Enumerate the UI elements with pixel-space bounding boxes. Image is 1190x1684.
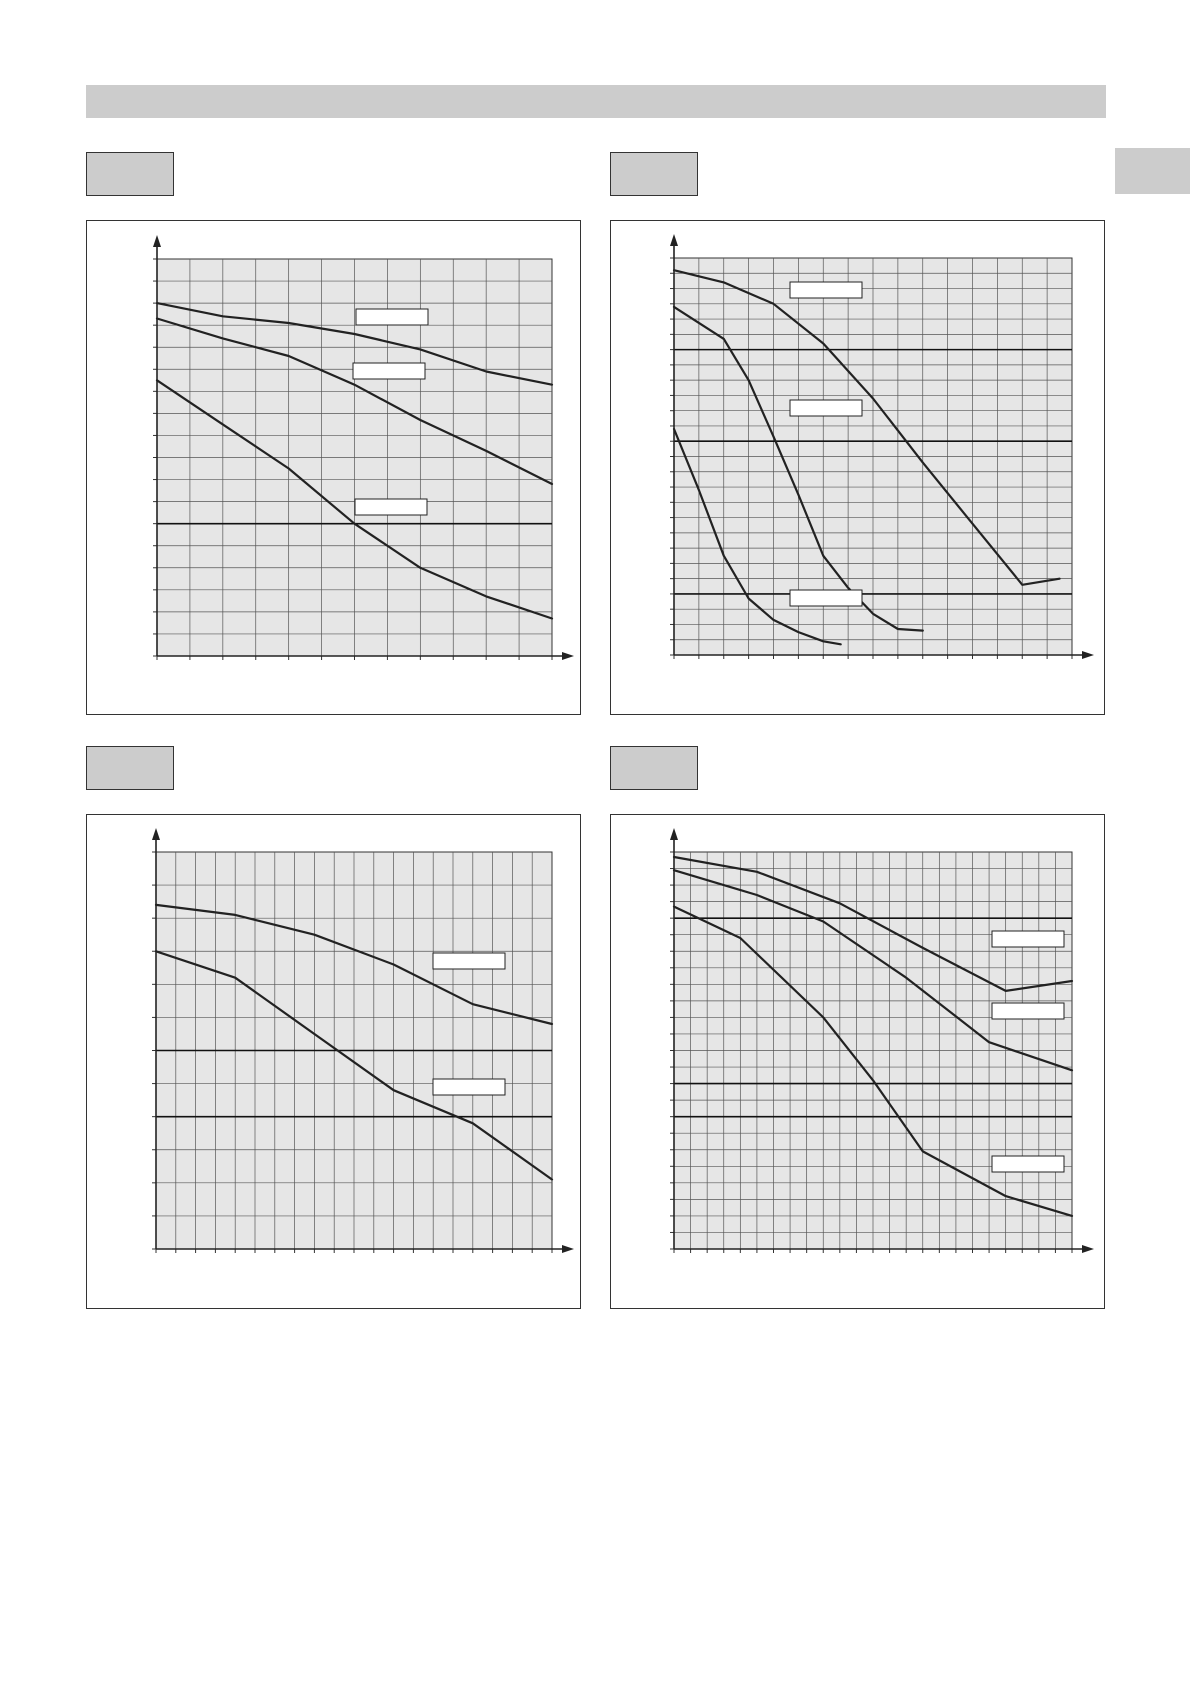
x-axis-arrow <box>562 652 574 660</box>
x-axis-arrow <box>562 1245 574 1253</box>
curve-label-box-2 <box>433 1079 505 1095</box>
chart-1-plot <box>87 221 582 716</box>
chapter-side-tab <box>1115 148 1190 194</box>
chart-3-number-tab <box>86 746 174 790</box>
chart-3-frame <box>86 814 581 1309</box>
y-axis-arrow <box>670 234 678 246</box>
chart-1-frame <box>86 220 581 715</box>
curve-label-box-1 <box>356 309 428 325</box>
chart-1-number-tab <box>86 152 174 196</box>
chart-2-plot <box>611 221 1106 716</box>
y-axis-arrow <box>152 828 160 840</box>
curve-label-box-3 <box>992 1156 1064 1172</box>
curve-label-box-1 <box>790 282 862 298</box>
chart-2-number-tab <box>610 152 698 196</box>
curve-label-box-2 <box>790 400 862 416</box>
section-header-bar <box>86 85 1106 118</box>
curve-label-box-2 <box>992 1003 1064 1019</box>
chart-2-frame <box>610 220 1105 715</box>
y-axis-arrow <box>153 235 161 247</box>
curve-label-box-3 <box>355 499 427 515</box>
curve-label-box-2 <box>353 363 425 379</box>
x-axis-arrow <box>1082 1245 1094 1253</box>
chart-4-frame <box>610 814 1105 1309</box>
y-axis-arrow <box>670 828 678 840</box>
curve-label-box-1 <box>433 953 505 969</box>
x-axis-arrow <box>1082 651 1094 659</box>
chart-4-number-tab <box>610 746 698 790</box>
chart-4-plot <box>611 815 1106 1310</box>
curve-label-box-1 <box>992 931 1064 947</box>
curve-label-box-3 <box>790 590 862 606</box>
chart-3-plot <box>87 815 582 1310</box>
